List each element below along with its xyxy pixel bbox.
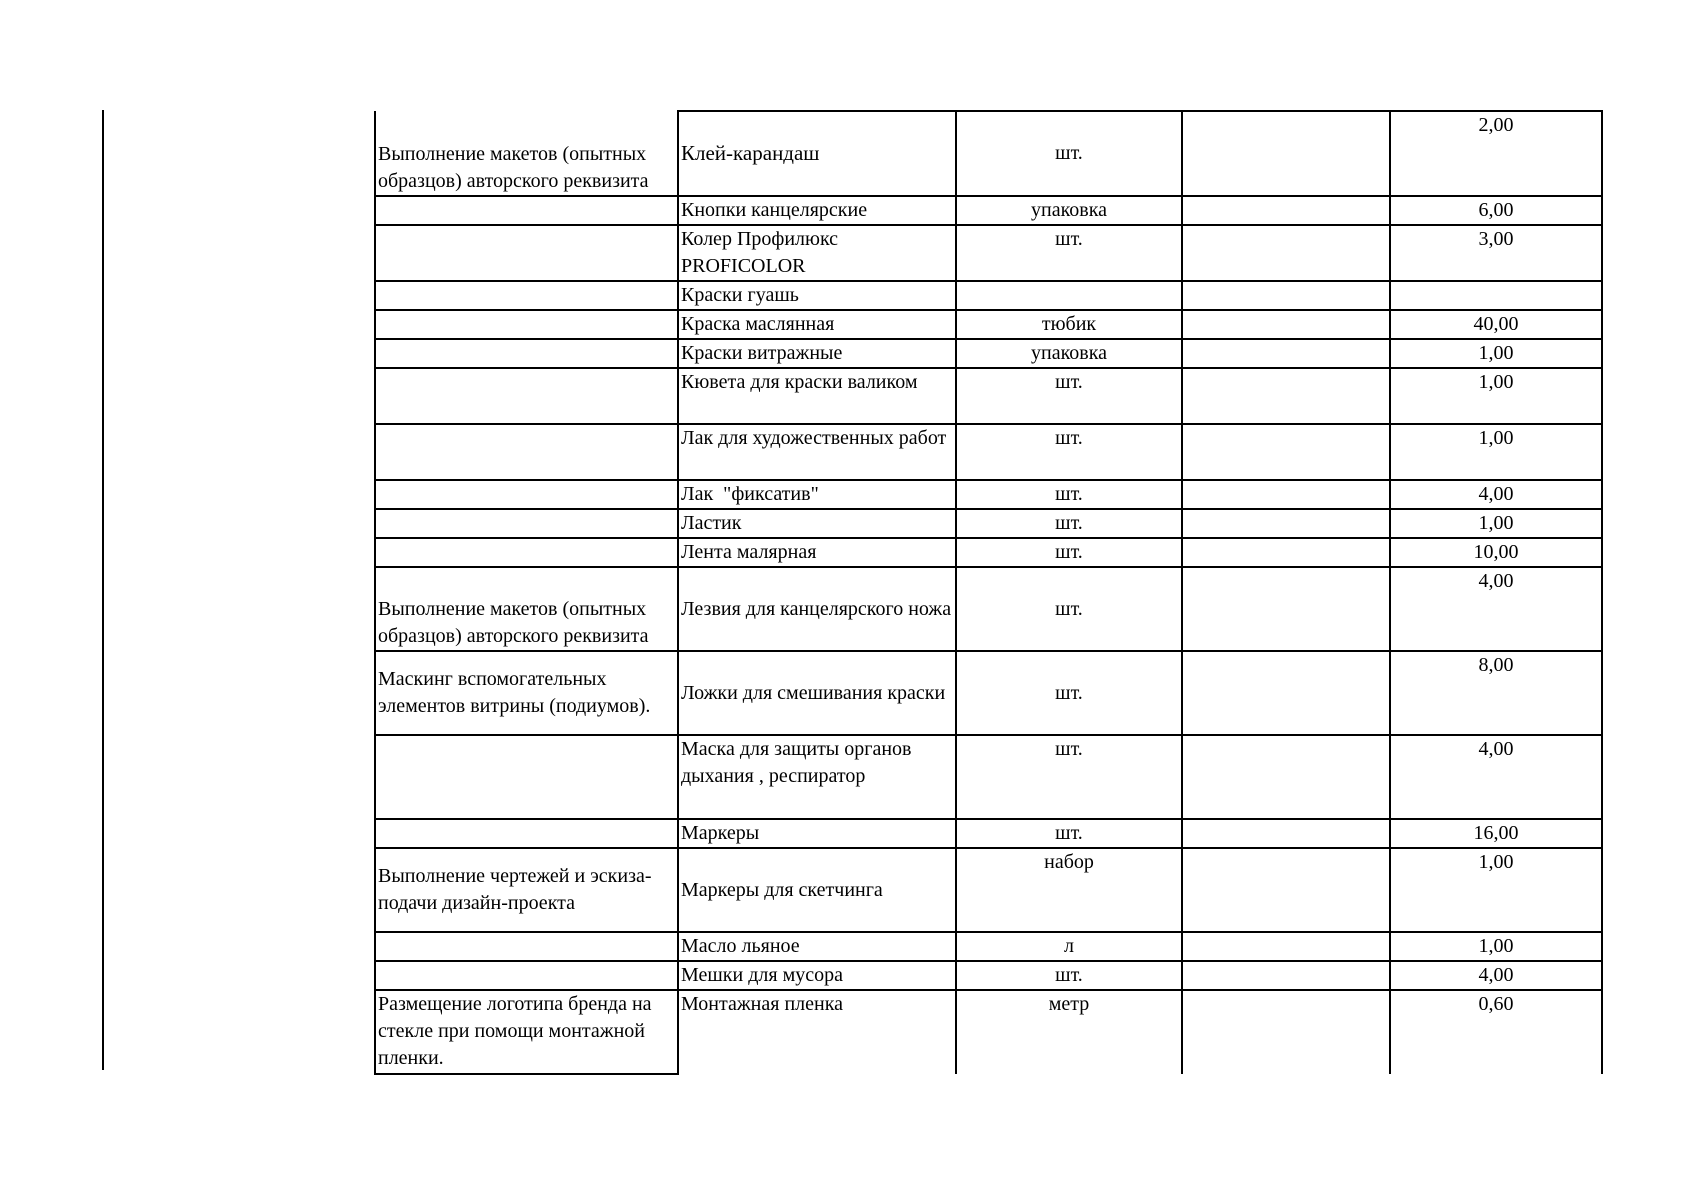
purpose-cell <box>375 480 678 509</box>
extra-cell <box>1182 111 1390 196</box>
purpose-cell <box>375 281 678 310</box>
purpose-cell <box>375 310 678 339</box>
unit-cell: шт. <box>956 509 1182 538</box>
extra-cell <box>1182 848 1390 932</box>
item-cell: Ложки для смешивания краски <box>678 651 956 735</box>
unit-cell: шт. <box>956 424 1182 480</box>
purpose-cell: Выполнение чертежей и эскиза-подачи дизайн-проекта <box>375 848 678 932</box>
extra-cell <box>1182 424 1390 480</box>
table-row <box>375 848 1602 932</box>
quantity-cell: 1,00 <box>1390 339 1602 368</box>
quantity-cell <box>1390 281 1602 310</box>
quantity-cell: 4,00 <box>1390 735 1602 819</box>
extra-cell <box>1182 368 1390 424</box>
purpose-cell <box>375 196 678 225</box>
quantity-cell: 40,00 <box>1390 310 1602 339</box>
unit-cell: шт. <box>956 480 1182 509</box>
materials-table <box>374 110 1603 1075</box>
purpose-cell <box>375 368 678 424</box>
purpose-cell <box>375 538 678 567</box>
purpose-cell: Выполнение макетов (опытных образцов) авторского реквизита <box>375 111 678 196</box>
extra-cell <box>1182 990 1390 1074</box>
table-row <box>375 339 1602 368</box>
extra-cell <box>1182 281 1390 310</box>
table-row <box>375 990 1602 1074</box>
table-row <box>375 310 1602 339</box>
table-row <box>375 424 1602 480</box>
extra-cell <box>1182 339 1390 368</box>
table-row <box>375 961 1602 990</box>
extra-cell <box>1182 196 1390 225</box>
unit-cell: шт. <box>956 368 1182 424</box>
extra-cell <box>1182 480 1390 509</box>
item-cell: Краска маслянная <box>678 310 956 339</box>
quantity-cell: 3,00 <box>1390 225 1602 281</box>
left-margin-rule <box>102 110 104 1070</box>
item-cell: Краски гуашь <box>678 281 956 310</box>
extra-cell <box>1182 651 1390 735</box>
table-row <box>375 538 1602 567</box>
item-cell: Маркеры для скетчинга <box>678 848 956 932</box>
unit-cell: шт. <box>956 961 1182 990</box>
table-row <box>375 819 1602 848</box>
extra-cell <box>1182 961 1390 990</box>
item-cell: Лезвия для канцелярского ножа <box>678 567 956 651</box>
item-cell: Монтажная пленка <box>678 990 956 1074</box>
table-row <box>375 735 1602 819</box>
item-cell: Кнопки канцелярские <box>678 196 956 225</box>
quantity-cell: 4,00 <box>1390 961 1602 990</box>
purpose-cell <box>375 932 678 961</box>
unit-cell: шт. <box>956 538 1182 567</box>
table-row <box>375 281 1602 310</box>
item-cell: Кювета для краски валиком <box>678 368 956 424</box>
item-cell: Колер Профилюкс PROFICOLOR <box>678 225 956 281</box>
quantity-cell: 1,00 <box>1390 368 1602 424</box>
extra-cell <box>1182 225 1390 281</box>
item-cell: Маркеры <box>678 819 956 848</box>
quantity-cell: 1,00 <box>1390 848 1602 932</box>
quantity-cell: 1,00 <box>1390 424 1602 480</box>
item-cell: Краски витражные <box>678 339 956 368</box>
unit-cell: л <box>956 932 1182 961</box>
unit-cell <box>956 281 1182 310</box>
extra-cell <box>1182 735 1390 819</box>
extra-cell <box>1182 819 1390 848</box>
purpose-cell <box>375 509 678 538</box>
table-row <box>375 932 1602 961</box>
extra-cell <box>1182 567 1390 651</box>
unit-cell: тюбик <box>956 310 1182 339</box>
purpose-cell <box>375 339 678 368</box>
purpose-cell: Выполнение макетов (опытных образцов) авторского реквизита <box>375 567 678 651</box>
item-cell: Ластик <box>678 509 956 538</box>
item-cell: Маска для защиты органов дыхания , респиратор <box>678 735 956 819</box>
quantity-cell: 1,00 <box>1390 509 1602 538</box>
table-row <box>375 225 1602 281</box>
unit-cell: шт. <box>956 225 1182 281</box>
unit-cell: метр <box>956 990 1182 1074</box>
purpose-cell <box>375 735 678 819</box>
unit-cell: шт. <box>956 819 1182 848</box>
quantity-cell: 6,00 <box>1390 196 1602 225</box>
unit-cell: шт. <box>956 111 1182 196</box>
quantity-cell: 2,00 <box>1390 111 1602 196</box>
quantity-cell: 4,00 <box>1390 480 1602 509</box>
quantity-cell: 1,00 <box>1390 932 1602 961</box>
quantity-cell: 10,00 <box>1390 538 1602 567</box>
purpose-cell: Маскинг вспомогательных элементов витрины (подиумов). <box>375 651 678 735</box>
extra-cell <box>1182 538 1390 567</box>
quantity-cell: 16,00 <box>1390 819 1602 848</box>
table-row <box>375 111 1602 196</box>
unit-cell: шт. <box>956 651 1182 735</box>
unit-cell: шт. <box>956 567 1182 651</box>
table-row <box>375 480 1602 509</box>
table-row <box>375 196 1602 225</box>
unit-cell: упаковка <box>956 339 1182 368</box>
table-row <box>375 509 1602 538</box>
extra-cell <box>1182 509 1390 538</box>
extra-cell <box>1182 310 1390 339</box>
purpose-cell <box>375 819 678 848</box>
quantity-cell: 4,00 <box>1390 567 1602 651</box>
quantity-cell: 0,60 <box>1390 990 1602 1074</box>
table-row <box>375 368 1602 424</box>
table-row <box>375 651 1602 735</box>
item-cell: Лак "фиксатив" <box>678 480 956 509</box>
item-cell: Мешки для мусора <box>678 961 956 990</box>
item-cell: Клей-карандаш <box>678 111 956 196</box>
quantity-cell: 8,00 <box>1390 651 1602 735</box>
purpose-cell <box>375 961 678 990</box>
item-cell: Лак для художественных работ <box>678 424 956 480</box>
purpose-cell <box>375 424 678 480</box>
purpose-cell <box>375 225 678 281</box>
unit-cell: шт. <box>956 735 1182 819</box>
purpose-cell: Размещение логотипа бренда на стекле при помощи монтажной пленки. <box>375 990 678 1074</box>
table-row <box>375 567 1602 651</box>
extra-cell <box>1182 932 1390 961</box>
item-cell: Лента малярная <box>678 538 956 567</box>
unit-cell: набор <box>956 848 1182 932</box>
item-cell: Масло льяное <box>678 932 956 961</box>
unit-cell: упаковка <box>956 196 1182 225</box>
